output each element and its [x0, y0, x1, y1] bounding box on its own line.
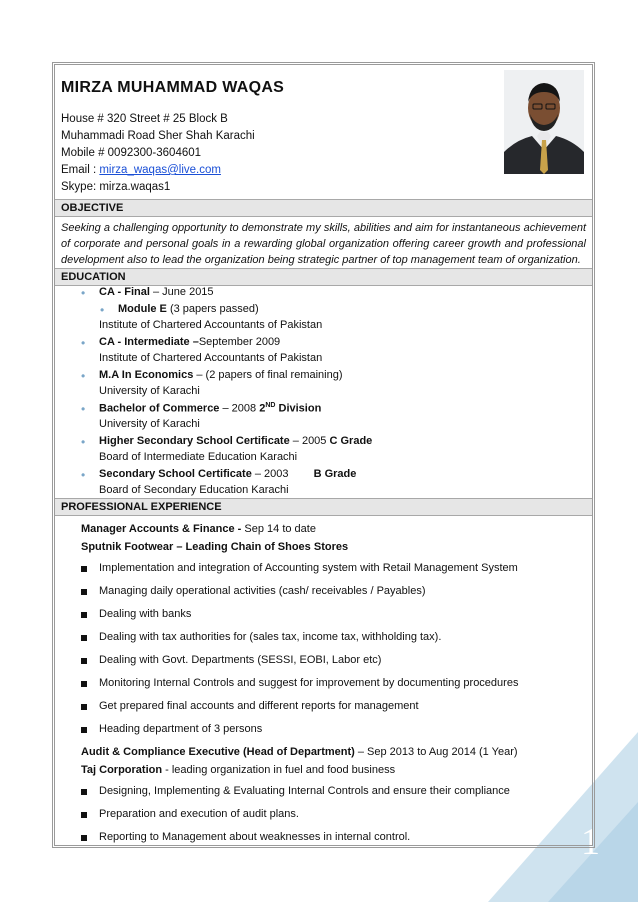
- edu-title: Bachelor of Commerce: [99, 402, 220, 415]
- email-link[interactable]: mirza_waqas@live.com: [99, 164, 221, 176]
- edu-item-ssc: [81, 468, 357, 482]
- square-bullet-icon: [81, 812, 87, 818]
- education-heading: EDUCATION: [55, 268, 592, 286]
- edu-title: CA - Final: [99, 286, 150, 298]
- address-line-2: Muhammadi Road Sher Shah Karachi: [61, 130, 255, 142]
- job1-duty: Dealing with banks: [99, 608, 192, 620]
- edu-institute: Institute of Chartered Accountants of Pakistan: [99, 352, 323, 364]
- contact-block: [61, 111, 255, 196]
- edu-institute: University of Karachi: [99, 418, 200, 430]
- job1-duty: Get prepared final accounts and different reports for management: [99, 700, 419, 712]
- job1-duty: Dealing with tax authorities for (sales tax, income tax, withholding tax).: [99, 631, 442, 643]
- edu-item-ca-inter: [81, 336, 281, 350]
- edu-item-ca-final: [81, 286, 214, 300]
- square-bullet-icon: [81, 635, 87, 641]
- edu-title: M.A In Economics: [99, 369, 194, 381]
- job1-duty: Heading department of 3 persons: [99, 723, 263, 735]
- experience-heading: PROFESSIONAL EXPERIENCE: [55, 498, 592, 516]
- bullet-dot-icon: •: [81, 336, 86, 350]
- bullet-dot-icon: •: [81, 468, 86, 482]
- job1-duty: Dealing with Govt. Departments (SESSI, EOBI, Labor etc): [99, 654, 382, 666]
- job2-title-line: [81, 746, 518, 758]
- profile-photo: [504, 70, 584, 174]
- job2-title: Audit & Compliance Executive (Head of Department): [81, 746, 355, 758]
- job1-duty: Implementation and integration of Accounting system with Retail Management System: [99, 562, 518, 574]
- square-bullet-icon: [81, 612, 87, 618]
- square-bullet-icon: [81, 727, 87, 733]
- header-section: [55, 65, 592, 199]
- edu-detail: – June 2015: [149, 286, 214, 298]
- resume-frame: [52, 62, 595, 848]
- job1-date: Sep 14 to date: [241, 523, 316, 535]
- bullet-dot-icon: •: [100, 303, 105, 317]
- edu-title: Higher Secondary School Certificate: [99, 435, 290, 447]
- square-bullet-icon: [81, 658, 87, 664]
- edu-detail: (3 papers passed): [166, 303, 259, 315]
- objective-text: Seeking a challenging opportunity to demonstrate my skills, abilities and aim for instantaneous achievement of corporate and personal goals in a rewarding global organization offering career growth and professional development also to lead the organization being strategic partner of top management team of organization.: [61, 222, 586, 266]
- edu-item-hssc: [81, 435, 373, 449]
- edu-detail: – (2 papers of final remaining): [193, 369, 343, 381]
- edu-item-module-e: [100, 303, 259, 317]
- edu-item-ma: [81, 369, 343, 383]
- experience-section: [55, 498, 592, 843]
- job1-title: Manager Accounts & Finance -: [81, 523, 242, 535]
- square-bullet-icon: [81, 835, 87, 841]
- email-line: [61, 162, 255, 179]
- bullet-dot-icon: •: [81, 286, 86, 300]
- edu-institute: University of Karachi: [99, 385, 200, 397]
- edu-institute: Institute of Chartered Accountants of Pakistan: [99, 319, 323, 331]
- skype-line: Skype: mirza.waqas1: [61, 181, 171, 193]
- email-label: Email :: [61, 164, 100, 176]
- square-bullet-icon: [81, 566, 87, 572]
- edu-title: Module E: [118, 303, 167, 315]
- bullet-dot-icon: •: [81, 369, 86, 383]
- edu-detail: September 2009: [198, 336, 281, 348]
- page-number: 1: [581, 821, 600, 863]
- address-line-1: House # 320 Street # 25 Block B: [61, 113, 228, 125]
- edu-grade: 2: [259, 402, 266, 415]
- job2-duty: Preparation and execution of audit plans.: [99, 808, 299, 820]
- square-bullet-icon: [81, 789, 87, 795]
- bullet-dot-icon: •: [81, 435, 86, 449]
- edu-institute: Board of Intermediate Education Karachi: [99, 451, 298, 463]
- job2-date: – Sep 2013 to Aug 2014 (1 Year): [354, 746, 518, 758]
- bullet-dot-icon: •: [81, 402, 86, 416]
- objective-heading: OBJECTIVE: [55, 199, 592, 217]
- job2-company-desc: - leading organization in fuel and food business: [162, 764, 396, 776]
- edu-institute: Board of Secondary Education Karachi: [99, 484, 289, 496]
- square-bullet-icon: [81, 704, 87, 710]
- edu-grade: B Grade: [313, 468, 357, 480]
- edu-title: Secondary School Certificate: [99, 468, 252, 480]
- square-bullet-icon: [81, 589, 87, 595]
- edu-grade: C Grade: [329, 435, 373, 447]
- education-section: [55, 268, 592, 496]
- job2-company-line: [81, 764, 395, 776]
- edu-grade-sup: ND: [265, 402, 276, 409]
- edu-title: CA - Intermediate –: [99, 336, 199, 348]
- edu-detail: – 2003: [251, 468, 289, 480]
- job2-duty: Designing, Implementing & Evaluating Internal Controls and ensure their compliance: [99, 785, 510, 797]
- candidate-name: MIRZA MUHAMMAD WAQAS: [61, 79, 285, 96]
- edu-detail: – 2008: [219, 402, 260, 415]
- job1-duty: Managing daily operational activities (cash/ receivables / Payables): [99, 585, 426, 597]
- square-bullet-icon: [81, 681, 87, 687]
- job1-company: Sputnik Footwear – Leading Chain of Shoes Stores: [81, 541, 349, 553]
- edu-item-bcom: [81, 402, 322, 416]
- job2-duty: Reporting to Management about weaknesses in internal control.: [99, 831, 411, 843]
- edu-detail: – 2005: [289, 435, 330, 447]
- edu-grade-rest: Division: [275, 402, 322, 415]
- job1-title-line: [81, 523, 316, 535]
- job1-duty: Monitoring Internal Controls and suggest for improvement by documenting procedures: [99, 677, 519, 689]
- mobile-line: Mobile # 0092300-3604601: [61, 147, 202, 159]
- job2-company: Taj Corporation: [81, 764, 163, 776]
- objective-section: [55, 199, 592, 271]
